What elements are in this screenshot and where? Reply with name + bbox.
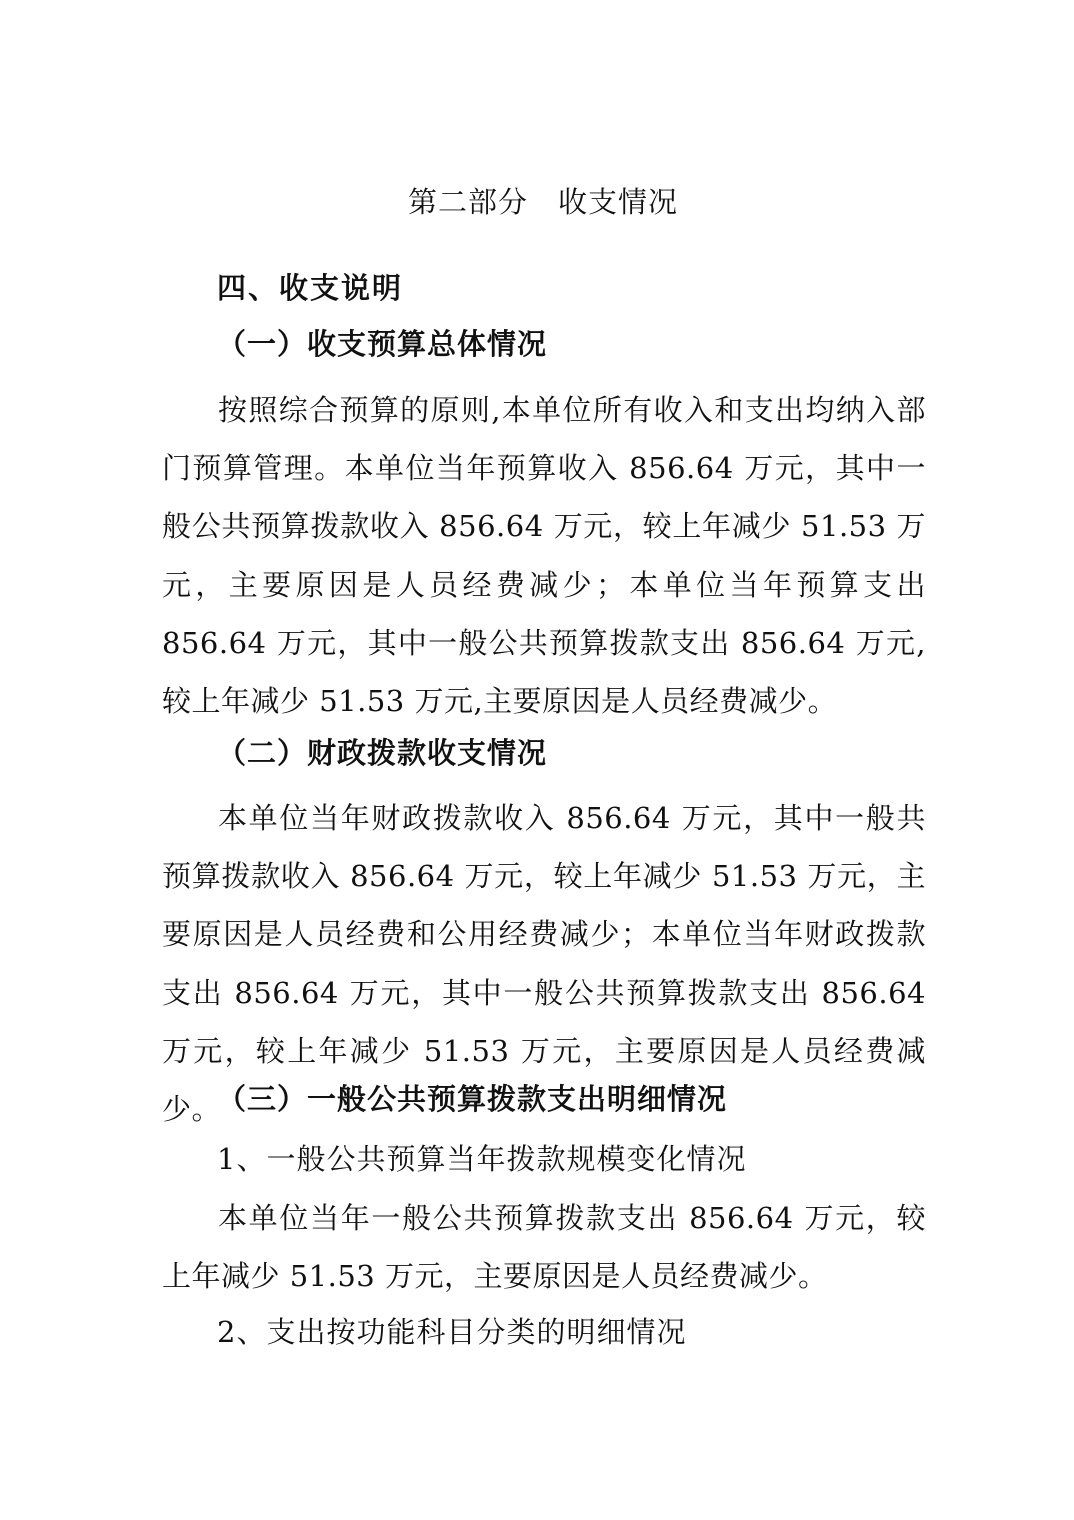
section-heading: 四、收支说明 [217,271,404,305]
paragraph-general-budget-expenditure: 本单位当年一般公共预算拨款支出 856.64 万元，较上年减少 51.53 万元，主要原因是人员经费减少。 [162,1201,926,1294]
list-item-1: 1、一般公共预算当年拨款规模变化情况 [217,1142,747,1176]
paragraph-fiscal-appropriation: 本单位当年财政拨款收入 856.64 万元，其中一般共预算拨款收入 856.64 万元，较上年减少 51.53 万元，主要原因是人员经费和公用经费减少；本单位当年财政拨款支出 856.64 万元，其中一般公共预算拨款支出 856.64 万元，较上年减少 51.53 万元，主要原因是人员经费减少。 [162,801,926,1127]
subsection-heading-1: （一）收支预算总体情况 [217,327,548,361]
subsection-heading-3: （三）一般公共预算拨款支出明细情况 [217,1082,728,1116]
list-item-2: 2、支出按功能科目分类的明细情况 [217,1315,687,1349]
page-title: 第二部分 收支情况 [407,185,678,219]
paragraph-budget-overview: 按照综合预算的原则,本单位所有收入和支出均纳入部门预算管理。本单位当年预算收入 856.64 万元，其中一般公共预算拨款收入 856.64 万元，较上年减少 51.53 万元，主要原因是人员经费减少；本单位当年预算支出 856.64 万元，其中一般公共预算拨款支出 856.64 万元,较上年减少 51.53 万元,主要原因是人员经费减少。 [162,393,926,719]
subsection-heading-2: （二）财政拨款收支情况 [217,736,548,770]
